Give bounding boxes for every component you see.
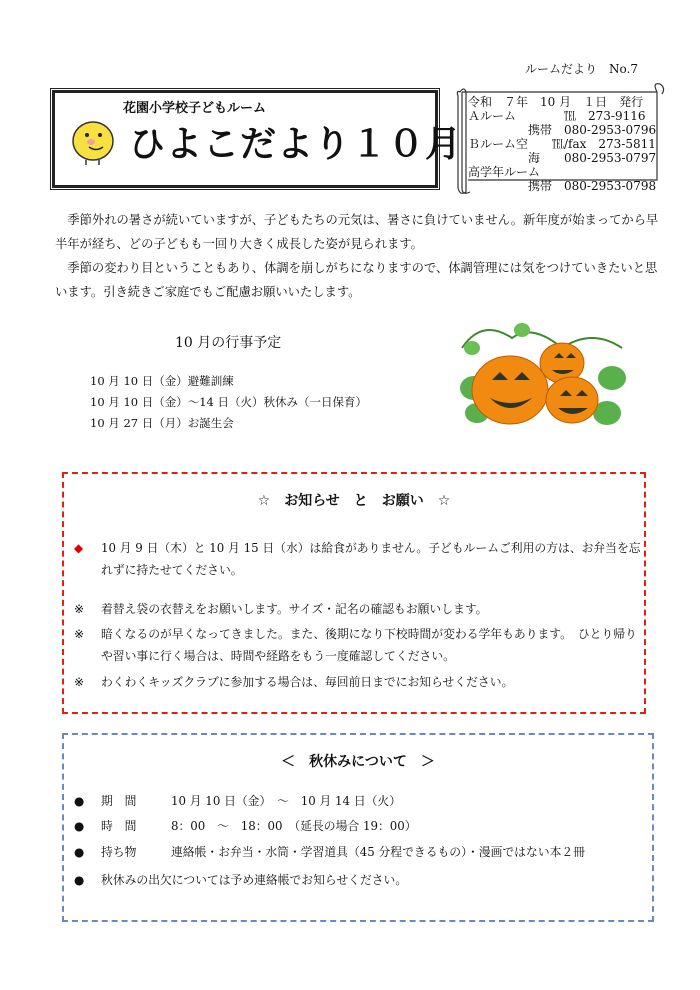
events-list [90,371,367,434]
notices-box [62,472,646,714]
contact-line: Ｂルーム空 ℡/fax 273-5811 [468,137,656,151]
item-value: 秋休みの出欠については予め連絡帳でお知らせください。 [101,873,408,887]
events-title: 10 月の行事予定 [175,335,282,351]
notice-item [74,623,641,667]
autumn-item [74,841,585,863]
contact-line: Ａルーム ℡ 273-9116 [468,109,646,123]
notice-item [74,671,641,693]
item-value: 連絡帳・お弁当・水筒・学習道具（45 分程できるもの）・漫画ではない本２冊 [171,845,585,859]
bullet-icon: ● [74,873,85,887]
notice-item [74,598,641,620]
autumn-item [74,815,417,837]
autumn-item [74,869,407,891]
notice-text: 10 月 9 日（木）と 10 月 15 日（水）は給食がありません。子どもルームご利用の方は、お弁当を忘れずに持たせてください。 [101,541,641,577]
autumn-item [74,790,401,812]
notice-text: わくわくキッズクラブに参加する場合は、毎回前日までにお知らせください。 [101,675,514,689]
pumpkins-illustration [452,318,632,433]
item-value: 10 月 10 日（金） ～ 10 月 14 日（火） [171,794,402,808]
event-item: 10 月 10 日（金）～14 日（火）秋休み（一日保育） [90,395,368,409]
event-item: 10 月 27 日（月）お誕生会 [90,416,234,430]
title-box [52,90,463,188]
item-label: 期 間 [101,794,137,808]
contact-line: 携帯 080-2953-0798 [468,179,657,193]
item-label: 持ち物 [101,845,137,859]
contact-line: 海 080-2953-0797 [468,151,657,165]
diamond-icon: ◆ [74,541,84,555]
notice-text: 暗くなるのが早くなってきました。また、後期になり下校時間が変わる学年もあります。 ひとり帰りや習い事に行く場合は、時間や経路をもう一度確認してください。 [101,627,637,663]
intro-paragraph: 季節の変わり目ということもあり、体調を崩しがちになりますので、体調管理には気をつけていきたいと思います。引き続きご家庭でもご配慮お願いいたします。 [55,261,658,299]
reference-mark-icon: ※ [74,627,84,641]
bullet-icon: ● [74,845,85,859]
chick-icon [69,119,119,169]
item-value: 8：00 ～ 18：00 （延長の場合 19：00） [171,819,417,833]
event-item: 10 月 10 日（金）避難訓練 [90,374,234,388]
intro-paragraph: 季節外れの暑さが続いていますが、子どもたちの元気は、暑さに負けていません。新年度が始まってから早半年が経ち、どの子どもも一回り大きく成長した姿が見られます。 [55,213,659,251]
notices-title: ☆ お知らせ と お願い ☆ [257,493,451,509]
autumn-title: ＜ 秋休みについて ＞ [281,754,435,770]
item-label: 時 間 [101,819,137,833]
notice-item [74,537,641,581]
bullet-icon: ● [74,819,85,833]
reference-mark-icon: ※ [74,602,84,616]
newsletter-title: ひよこだより１０月 [129,124,463,165]
school-name: 花園小学校子どもルーム [123,101,267,116]
intro-text [55,208,667,304]
contact-line: 高学年ルーム [468,165,541,179]
notice-text: 着替え袋の衣替えをお願いします。サイズ・記名の確認もお願いします。 [101,602,488,616]
issue-number: ルームだより No.7 [525,62,638,76]
bullet-icon: ● [74,794,85,808]
contact-line: 携帯 080-2953-0796 [468,123,657,137]
autumn-break-box [62,733,654,922]
contact-line: 令和 ７年 10 月 １日 発行 [468,95,644,109]
reference-mark-icon: ※ [74,675,84,689]
